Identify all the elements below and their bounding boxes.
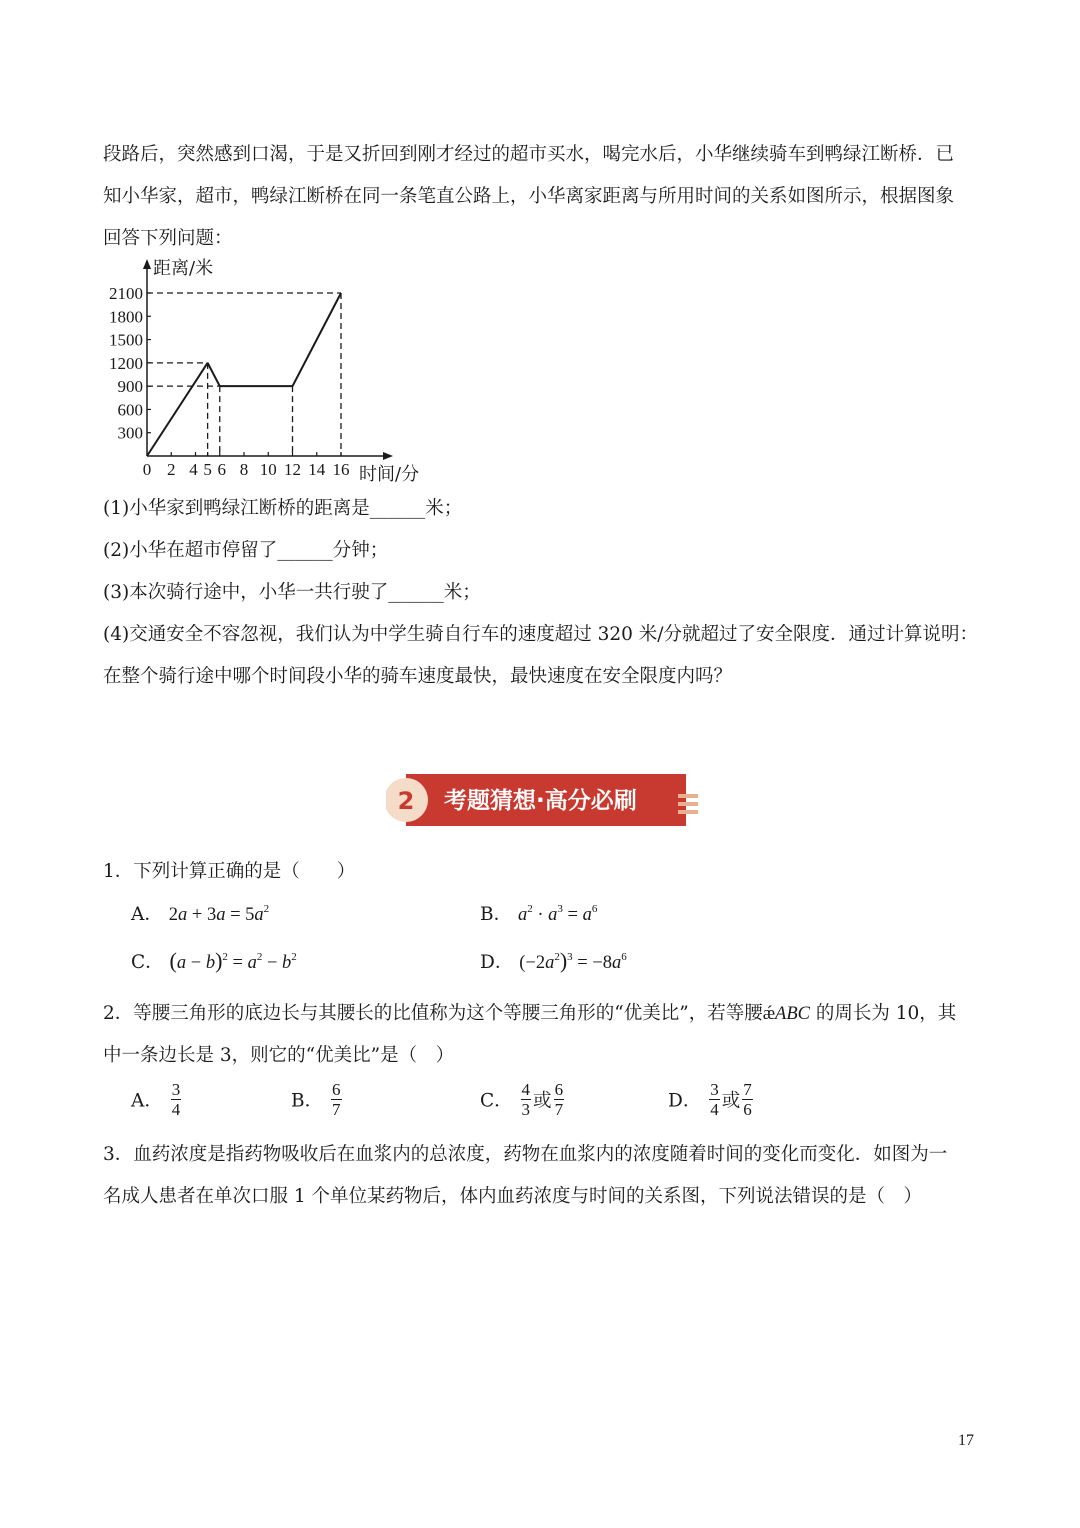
question-4-line-2: 在整个骑行途中哪个时间段小华的骑车速度最快，最快速度在安全限度内吗？ — [103, 666, 733, 687]
y-tick-label: 1200 — [109, 353, 143, 373]
banner-number: 2 — [397, 787, 415, 815]
x-tick-label: 4 — [189, 460, 198, 479]
mc2-option-a: A． $\frac{3}{4}$ — [131, 1080, 181, 1119]
y-axis-label: 距离/米 — [153, 258, 214, 279]
y-tick-label: 1500 — [109, 330, 143, 350]
mc2-option-d: D． $\frac{3}{4}$ 或 $\frac{7}{6}$ — [668, 1080, 752, 1119]
x-tick-label: 5 — [203, 460, 212, 479]
mc1-option-c: C． $(a - b)^2 = a^2 - b^2$ — [131, 948, 297, 973]
mc2-option-c: C． $\frac{4}{3}$ 或 $\frac{6}{7}$ — [480, 1080, 564, 1119]
mc3-line-1: 3．血药浓度是指药物吸收后在血浆内的总浓度，药物在血浆内的浓度随着时间的变化而变化．如图为一 — [103, 1144, 948, 1165]
chart-series — [147, 293, 341, 456]
intro-line-2: 知小华家，超市，鸭绿江断桥在同一条笔直公路上，小华离家距离与所用时间的关系如图所示，根据图象 — [103, 186, 955, 207]
x-tick-label: 2 — [167, 460, 176, 479]
mc1-stem: 1．下列计算正确的是（ ） — [103, 861, 356, 882]
y-tick-label: 2100 — [109, 284, 143, 303]
y-axis-arrow — [143, 259, 151, 269]
y-tick-label: 600 — [117, 400, 143, 420]
dashed-guides — [147, 293, 341, 456]
page-number: 17 — [958, 1432, 974, 1449]
question-2: (2)小华在超市停留了______分钟； — [103, 540, 389, 561]
banner-title: 考题猜想·高分必刷 — [444, 788, 637, 814]
mc1-option-a: A． $2a + 3a = 5a^2$ — [131, 903, 270, 925]
x-axis-label: 时间/分 — [359, 464, 420, 485]
x-tick-label: 10 — [259, 460, 277, 479]
x-tick-label: 12 — [284, 460, 301, 479]
x-tick-label: 6 — [217, 460, 226, 479]
series-segment — [208, 363, 220, 386]
x-tick-label: 8 — [239, 460, 249, 479]
question-3: (3)本次骑行途中，小华一共行驶了______米； — [103, 582, 481, 603]
y-tick-label: 1800 — [109, 307, 143, 327]
mc1-option-d: D． $(-2a^2)^3 = -8a^6$ — [480, 948, 627, 973]
question-4-line-1: (4)交通安全不容忽视，我们认为中学生骑自行车的速度超过 320 米/分就超过了安全限度．通过计算说明： — [103, 624, 979, 645]
y-tick-label: 900 — [117, 377, 143, 397]
distance-time-chart — [95, 255, 445, 490]
series-segment — [147, 363, 208, 456]
series-segment — [293, 293, 342, 386]
chart-axes — [143, 259, 393, 460]
chart-ticks — [109, 284, 350, 479]
intro-line-3: 回答下列问题： — [103, 228, 233, 249]
question-1: (1)小华家到鸭绿江断桥的距离是______米； — [103, 498, 463, 519]
mc2-line-2: 中一条边长是 3，则它的“优美比”是（ ） — [103, 1045, 455, 1066]
x-tick-label: 14 — [308, 460, 326, 479]
section-banner — [386, 772, 702, 828]
x-axis-arrow — [383, 452, 393, 460]
mc2-option-b: B． $\frac{6}{7}$ — [291, 1080, 341, 1119]
mc2-line-1: 2．等腰三角形的底边长与其腰长的比值称为这个等腰三角形的“优美比”，若等腰ǽABC 的周长为 10，其 — [103, 1003, 957, 1024]
y-tick-label: 300 — [117, 423, 143, 443]
x-tick-label: 0 — [142, 460, 152, 479]
mc1-option-b: B． $a^2 \cdot a^3 = a^6$ — [480, 903, 598, 925]
intro-line-1: 段路后，突然感到口渴，于是又折回到刚才经过的超市买水，喝完水后，小华继续骑车到鸭绿江断桥．已 — [103, 144, 955, 165]
mc3-line-2: 名成人患者在单次口服 1 个单位某药物后，体内血药浓度与时间的关系图，下列说法错误的是（ ） — [103, 1186, 923, 1207]
x-tick-label: 16 — [332, 460, 350, 479]
